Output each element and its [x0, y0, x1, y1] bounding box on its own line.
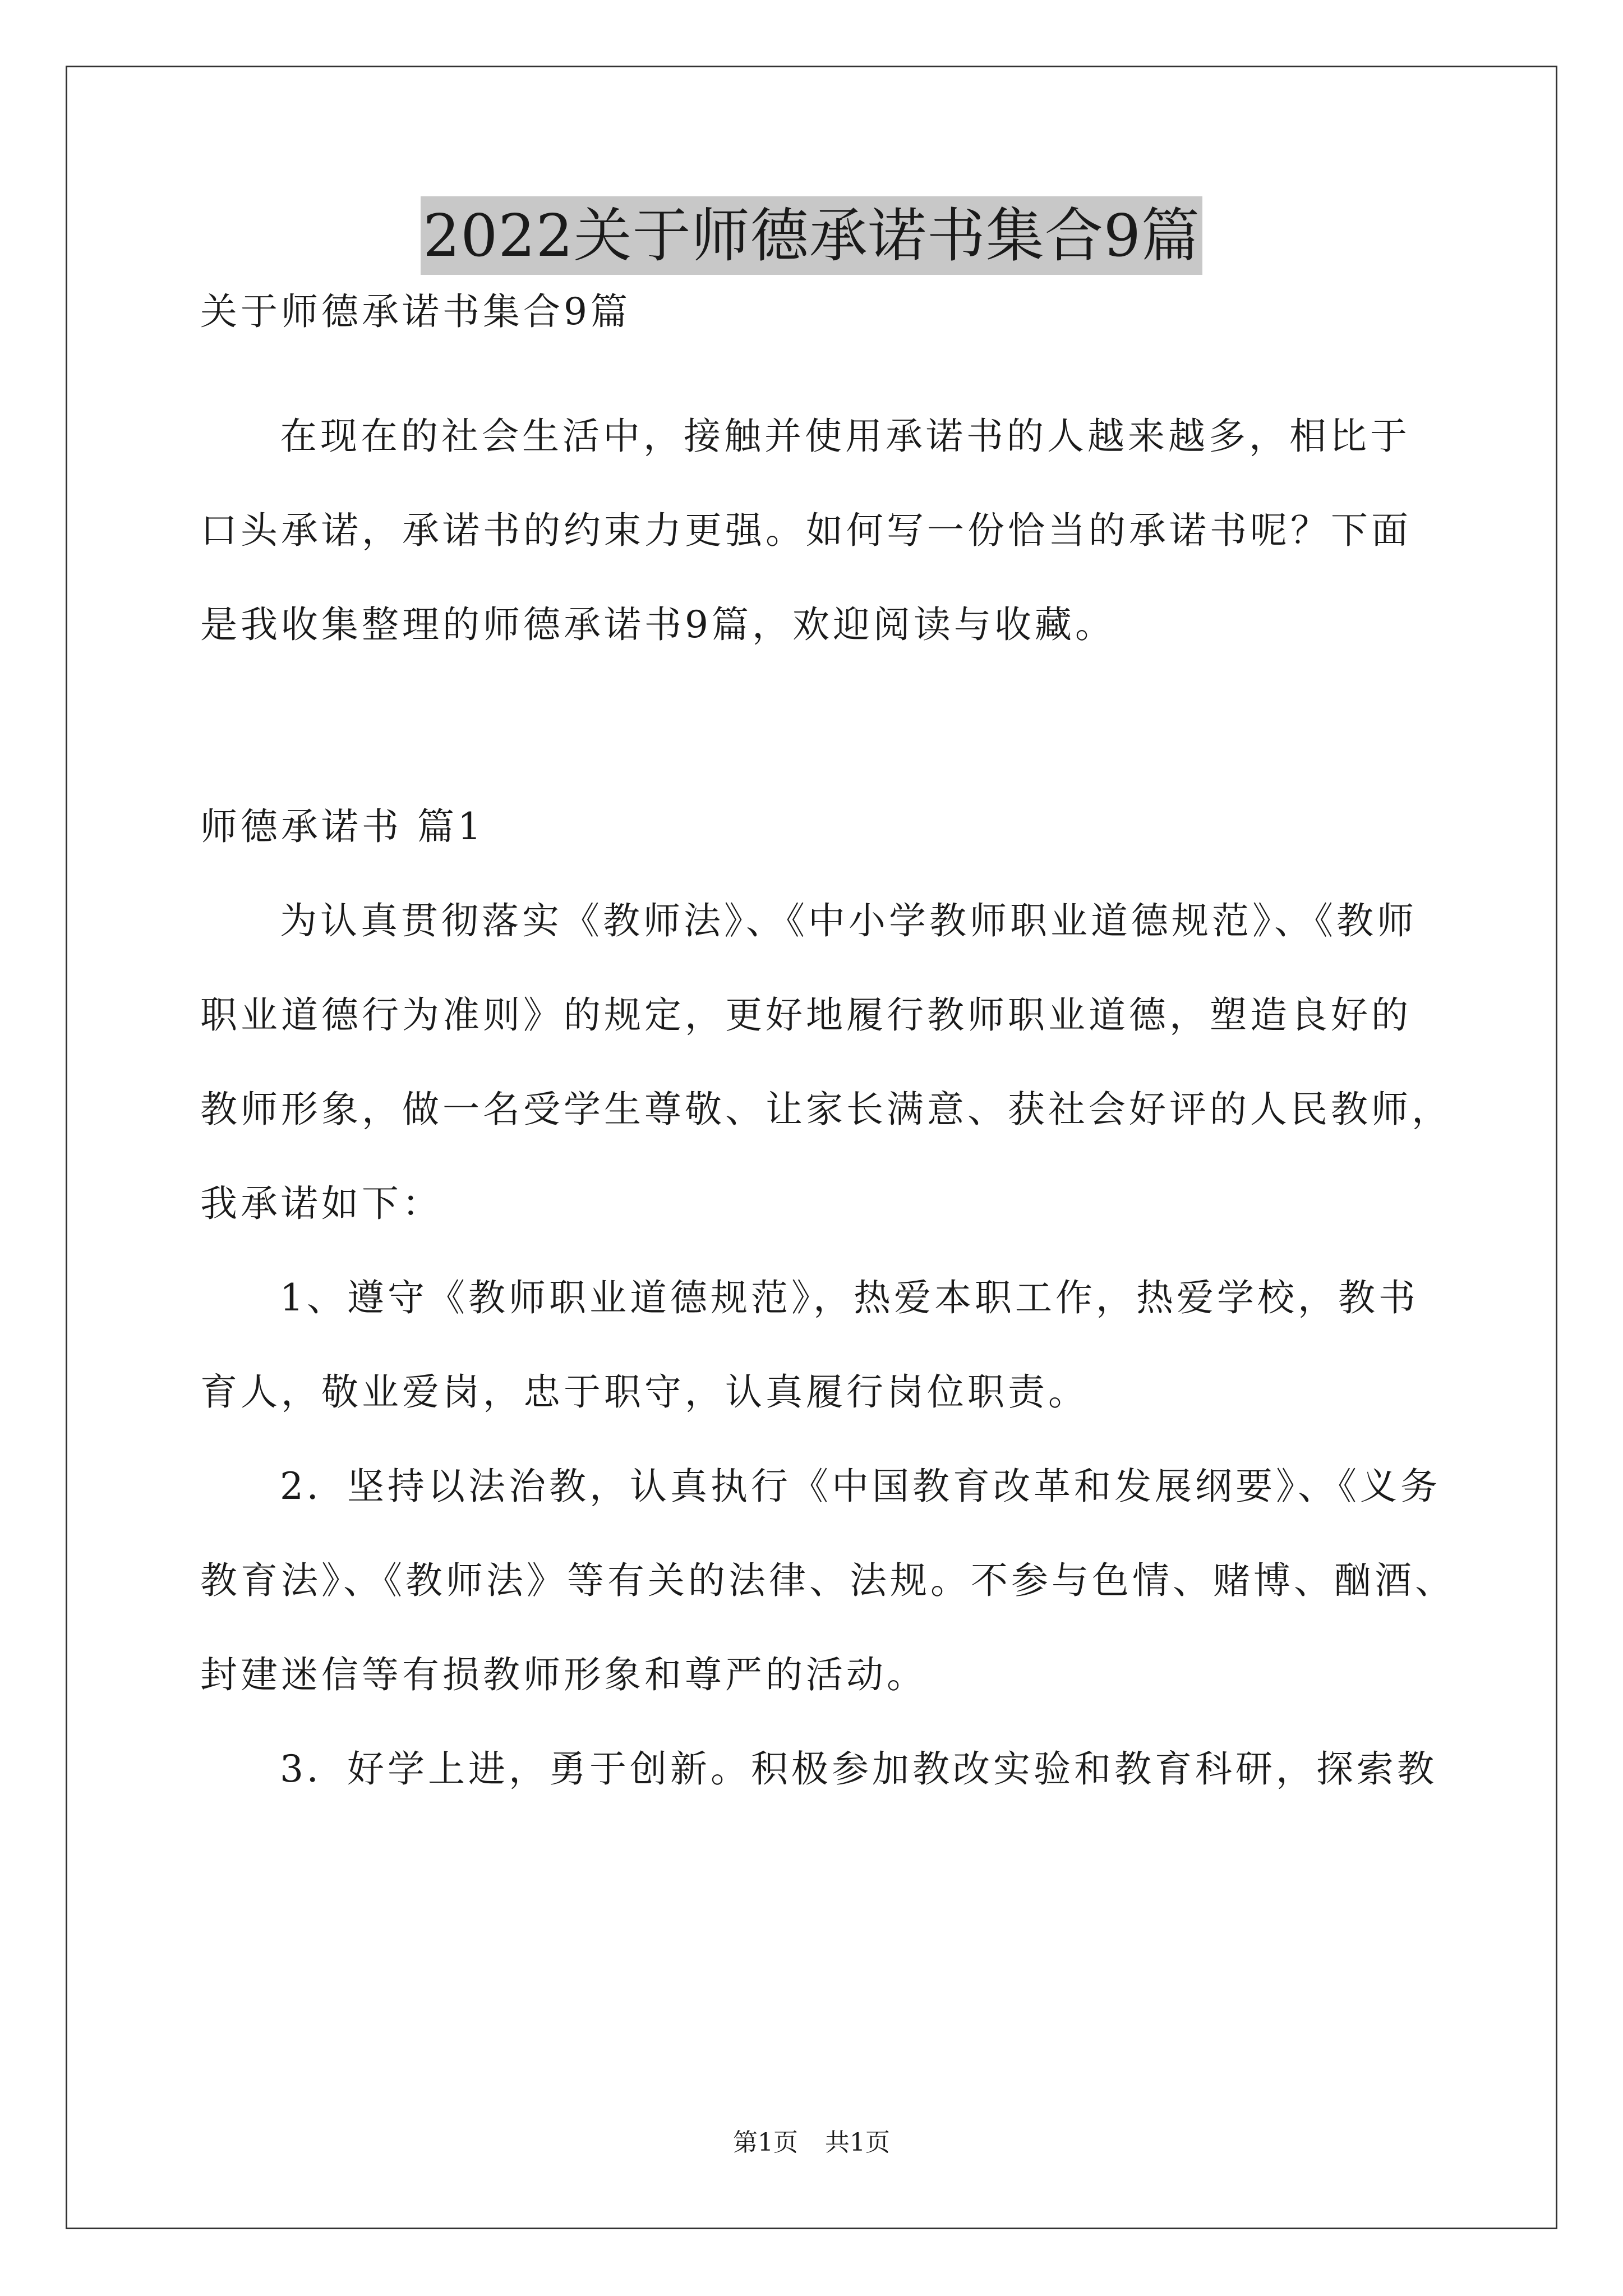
paragraph-line: 教师形象，做一名受学生尊敬、让家长满意、获社会好评的人民教师， [200, 1088, 1452, 1131]
paragraph-line: 职业道德行为准则》的规定，更好地履行教师职业道德，塑造良好的 [200, 993, 1412, 1037]
intro-line: 口头承诺，承诺书的约束力更强。如何写一份恰当的承诺书呢？下面 [200, 509, 1412, 552]
page-number: 第1页 [733, 2128, 798, 2157]
paragraph-line: 为认真贯彻落实《教师法》、《中小学教师职业道德规范》、《教师 [280, 899, 1417, 942]
page-footer [0, 2126, 1623, 2160]
item-3-line: 3．好学上进，勇于创新。积极参加教改实验和教育科研，探索教 [280, 1747, 1437, 1791]
intro-line: 在现在的社会生活中，接触并使用承诺书的人越来越多，相比于 [280, 415, 1410, 458]
item-2-line: 2．坚持以法治教，认真执行《中国教育改革和发展纲要》、《义务 [280, 1465, 1441, 1508]
page-total: 共1页 [825, 2128, 890, 2157]
item-2-line: 封建迷信等有损教师形象和尊严的活动。 [200, 1653, 927, 1696]
document-subtitle: 关于师德承诺书集合9篇 [200, 290, 631, 333]
item-2-line: 教育法》、《教师法》等有关的法律、法规。不参与色情、赌博、酗酒、 [200, 1559, 1455, 1602]
item-1-line: 1、遵守《教师职业道德规范》，热爱本职工作，热爱学校，教书 [280, 1276, 1419, 1319]
paragraph-line: 我承诺如下： [200, 1182, 442, 1225]
section-heading: 师德承诺书 篇1 [200, 805, 485, 848]
item-1-line: 育人，敬业爱岗，忠于职守，认真履行岗位职责。 [200, 1370, 1089, 1414]
intro-line: 是我收集整理的师德承诺书9篇，欢迎阅读与收藏。 [200, 603, 1115, 646]
title-container [0, 196, 1623, 275]
document-body [200, 290, 1455, 1791]
document-title: 2022关于师德承诺书集合9篇 [421, 196, 1202, 275]
